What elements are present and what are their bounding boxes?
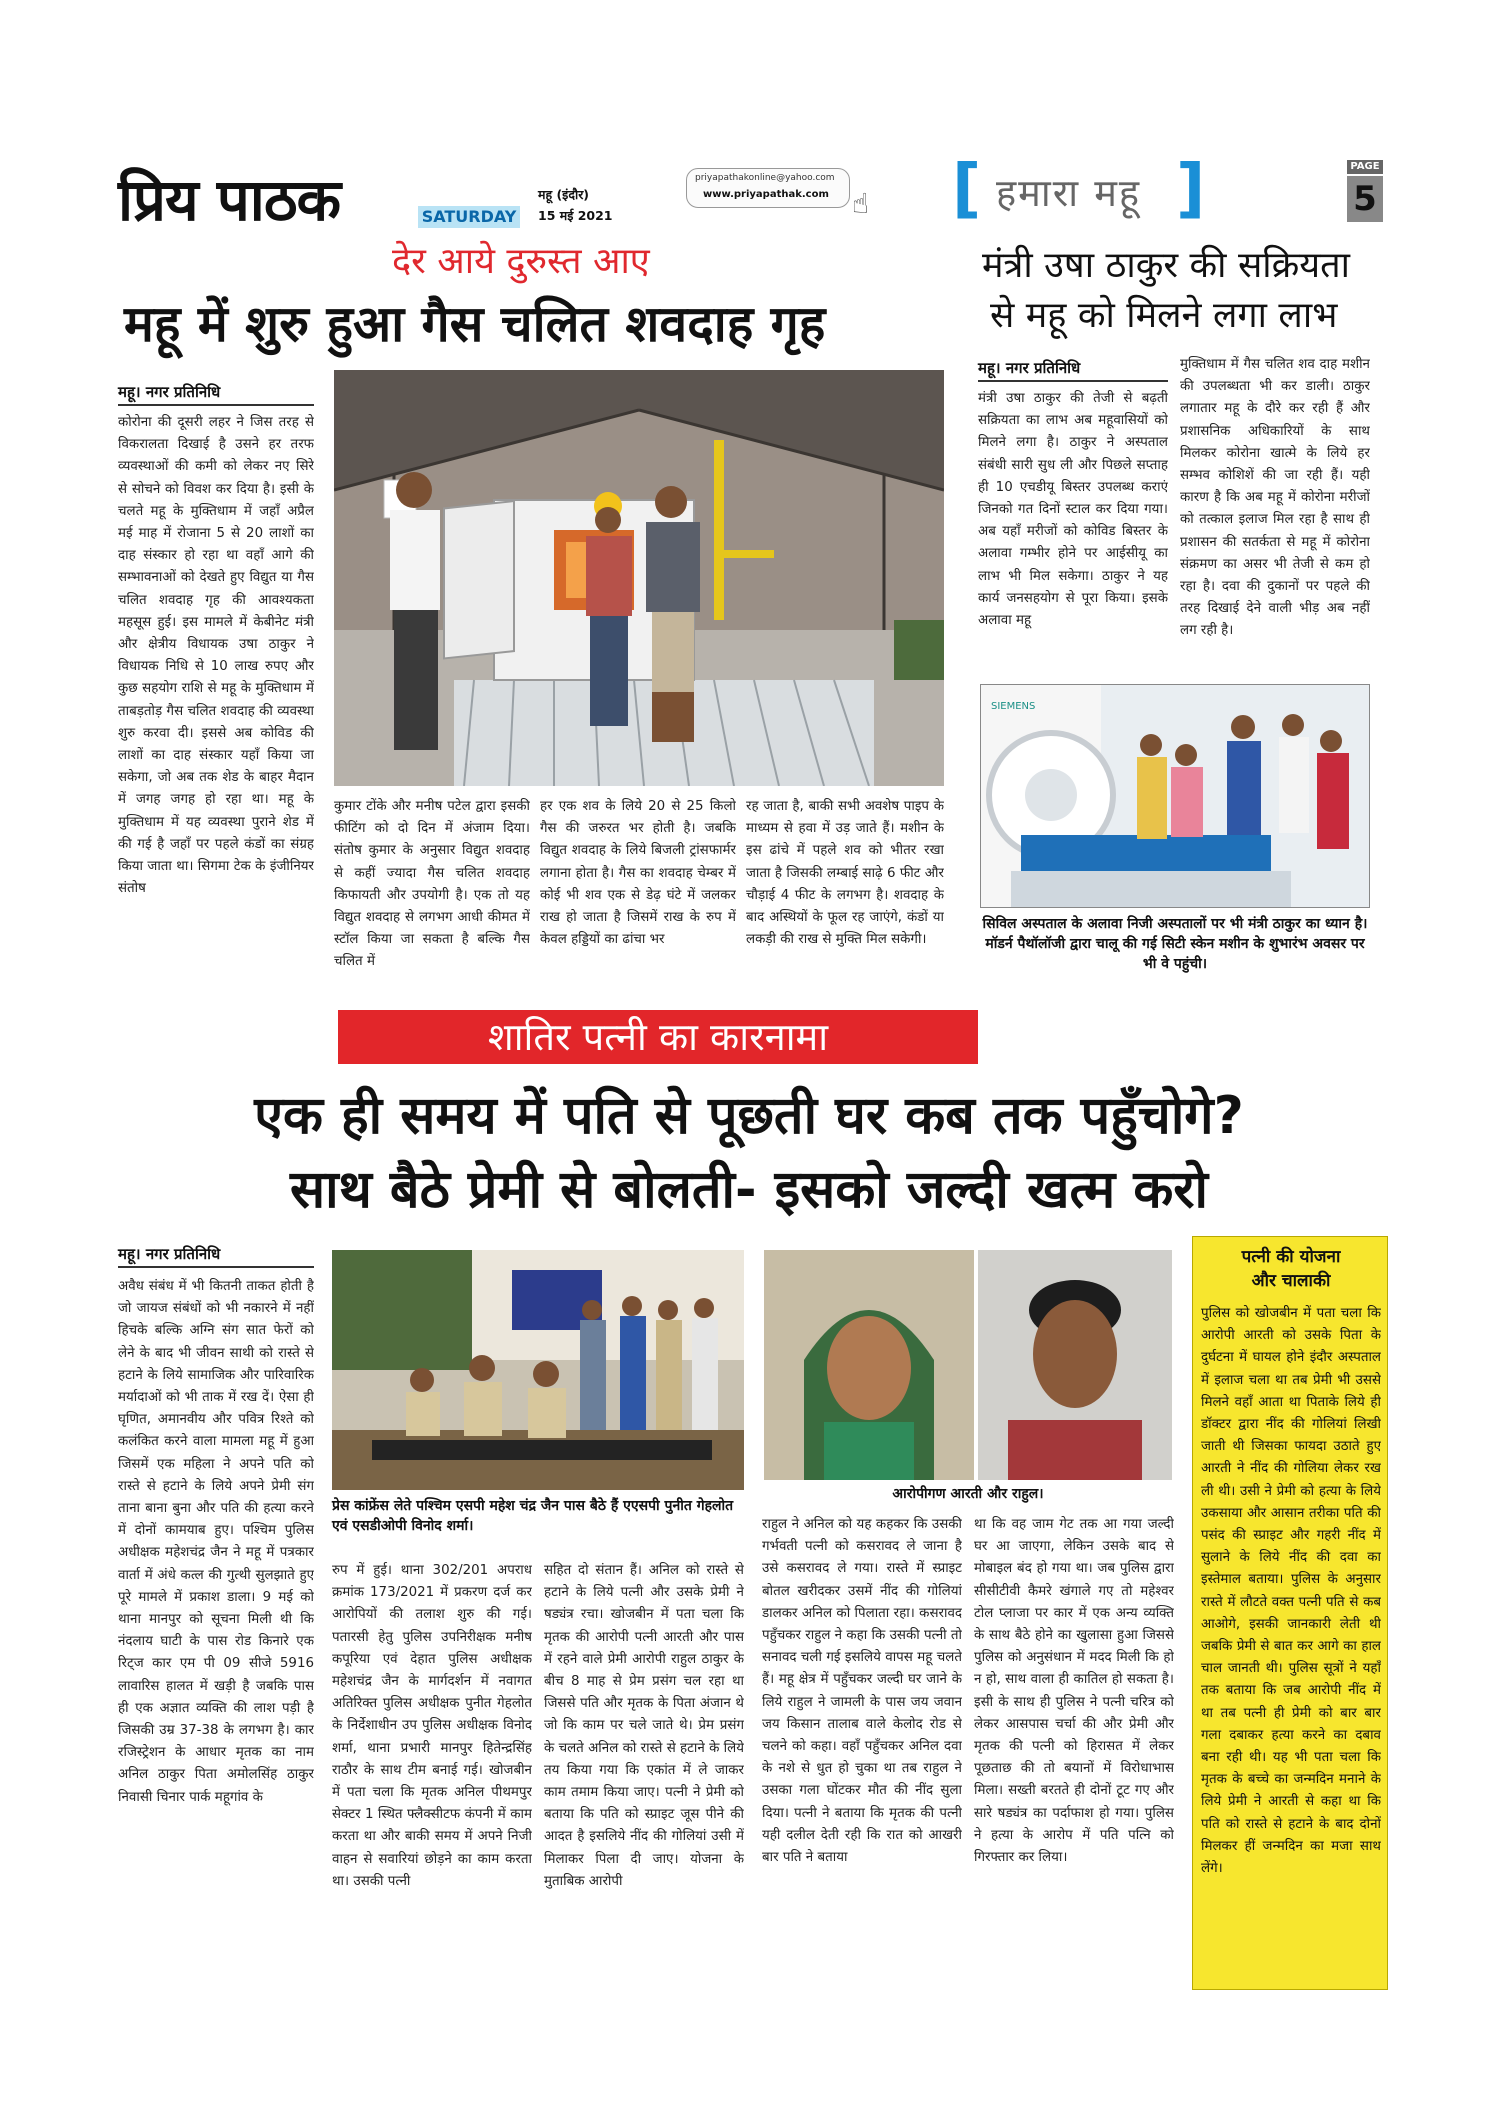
story1-column-1: कोरोना की दूसरी लहर ने जिस तरह से विकरालता दिखाई है उसने हर तरफ व्यवस्थाओं की कमी को लेकर नए सिरे से सोचने को विवश कर दिया है। इसी के चलते महू के मुक्तिधाम में जहाँ अप्रैल मई माह में रोजाना 5 से 20 लाशों का दाह संस्कार हो रहा था वहाँ आगे की सम्भावनाओं को देखते हुए विद्युत या गैस चलित शवदाह गृह की आवश्यकता महसूस हुई। इस मामले में केबीनेट मंत्री और क्षेत्रीय विधायक उषा ठाकुर ने विधायक निधि से 10 लाख रुपए और कुछ सहयोग राशि से महू के मुक्तिधाम में ताबड़तोड़ गैस चलित शवदाह की व्यवस्था शुरु करवा दी। इससे अब कोविड की लाशों का दाह संस्कार यहाँ किया जा सकेगा, जो अब तक शेड के बाहर मैदान में जगह जगह हो रहा था। महू के मुक्तिधाम में यह व्यवस्था पुराने शेड में की गई है जहाँ पर पहले कंडों का संग्रह किया जाता था। सिगमा टेक के इंजीनियर संतोष <box>118 415 314 897</box>
story3-column-2: रुप में हुई। थाना 302/201 अपराध क्रमांक 173/2021 में प्रकरण दर्ज कर आरोपियों की तलाश शुरु की गई। पतारसी हेतु पुलिस उपनिरीक्षक मनीष कपूरिया एवं देहात पुलिस अधीक्षक महेशचंद्र जैन के मार्गदर्शन में नवागत अतिरिक्त पुलिस अधीक्षक पुनीत गेहलोत के निर्देशाधीन उप पुलिस अधीक्षक विनोद शर्मा, थाना प्रभारी मानपुर हितेन्द्रसिंह राठौर के साथ टीम बनाई गई। खोजबीन में पता चला कि मृतक अनिल पीथमपुर सेक्टर 1 स्थित फ्लैक्सीटफ कंपनी में काम करता था और बाकी समय में अपने निजी वाहन से सवारियां छोड़ने का काम करता था। उसकी पत्नी <box>332 1563 532 1889</box>
section-name: हमारा महू <box>996 171 1142 215</box>
man-right <box>646 486 700 742</box>
wife-plan-title-line1: पत्नी की योजना <box>1241 1247 1341 1267</box>
page-label: PAGE <box>1347 160 1383 174</box>
story3-column-4: राहुल ने अनिल को यह कहकर कि उसकी गर्भवती पत्नी को कसरावद ले जाना है उसे कसरावद ले गया। रास्ते में स्प्राइट बोतल खरीदकर उसमें नींद की गोलियां डालकर अनिल को पिलाता रहा। कसरावद पहुँचकर राहुल ने कहा कि उसकी पत्नी तो सनावद चली गई इसलिये वापस महू चलते हैं। महू क्षेत्र में पहुँचकर जल्दी घर जाने के लिये राहुल ने जामली के पास जय जवान जय किसान तालाब वाले केलोद रोड से चलने को कहा। वहाँ पहुँचकर अनिल दवा के नशे से धुत हो चुका था तब राहुल ने उसका गला घोंटकर मौत की नींद सुला दिया। पत्नी ने बताया कि मृतक की पत्नी यही दलील देती रही कि रात को आखरी बार पति ने बताया <box>762 1517 962 1866</box>
accused-caption: आरोपीगण आरती और राहुल। <box>892 1486 1044 1502</box>
story1-kicker: देर आये दुरुस्त आए <box>392 241 650 282</box>
story2-byline: महू। नगर प्रतिनिधि <box>978 358 1168 382</box>
story-crime-banner: शातिर पत्नी का कारनामा <box>338 1010 978 1064</box>
story1-column-2: कुमार टोंके और मनीष पटेल द्वारा इसकी फीटिंग को दो दिन में अंजाम दिया। संतोष कुमार के अनुसार विद्युत शवदाह से कहीं ज्यादा गैस चलित शवदाह किफायती और उपयोगी है। एक तो यह विद्युत शवदाह से लगभग आधी कीमत में स्टॉल किया जा सकता है बल्कि गैस चलित में <box>334 799 530 970</box>
story1-headline: महू में शुरु हुआ गैस चलित शवदाह गृह <box>124 295 826 353</box>
story3-column-5: था कि वह जाम गेट तक आ गया जल्दी घर आ जाएगा, लेकिन उसके बाद से मोबाइल बंद हो गया था। जब पुलिस द्वारा सीसीटीवी कैमरे खंगाले गए तो महेश्वर टोल प्लाजा पर कार में एक अन्य व्यक्ति के साथ बैठे होने का खुलासा हुआ जिससे पुलिस को अनुसंधान में मदद मिली कि हो न हो, साथ वाला ही कातिल हो सकता है। इसी के साथ ही पुलिस ने पत्नी चरित्र को लेकर आसपास चर्चा की और प्रेमी और मृतक की पत्नी को हिरासत में लेकर पूछताछ की तो बयानों में विरोधाभास मिला। सख्ती बरतते ही दोनों टूट गए और सारे षड्यंत्र का पर्दाफाश हो गया। पुलिस ने हत्या के आरोप में पति पत्नि को गिरफ्तार कर लिया। <box>974 1517 1174 1866</box>
story3-column-1: अवैध संबंध में भी कितनी ताकत होती है जो जायज संबंधों को भी नकारने में नहीं हिचके बल्कि अग्नि संग सात फेरों को लेने के बाद भी जीवन साथी को रास्ते से हटाने के लिये सामाजिक और पारिवारिक मर्यादाओं को भी ताक में रख दें। ऐसा ही घृणित, अमानवीय और पवित्र रिश्ते को कलंकित करने वाला मामला महू में हुआ जिसमें एक महिला ने अपने पति को रास्ते से हटाने के लिये अपने प्रेमी संग ताना बाना बुना और पति की हत्या करने में दोनों कामयाब हुए। पश्चिम पुलिस अधीक्षक महेशचंद्र जैन ने महू में पत्रकार वार्ता में अंधे कत्ल की गुत्थी सुलझाते हुए पूरे मामले में प्रकाश डाला। 9 मई को थाना मानपुर को सूचना मिली थी कि नंदलाय घाटी के पास रोड किनारे एक रिट्ज कार एम पी 09 सीजे 5916 लावारिस हालत में खड़ी है जबकि पास ही एक अज्ञात व्यक्ति की लाश पड़ी है जिसकी उम्र 37-38 के लगभग है। कार रजिस्ट्रेशन के आधार मृतक का नाम अनिल ठाकुर पिता अमोलसिंह ठाकुर निवासी चिनार पार्क महूगांव के <box>118 1279 314 1805</box>
story3-byline: महू। नगर प्रतिनिधि <box>118 1244 314 1268</box>
issue-day: SATURDAY <box>418 206 520 228</box>
wife-plan-title-line2: और चालाकी <box>1251 1271 1331 1291</box>
story1-byline: महू। नगर प्रतिनिधि <box>118 382 314 406</box>
story2-headline-line2: से महू को मिलने लगा लाभ <box>990 295 1338 336</box>
newspaper-logo: प्रिय पाठक <box>118 166 341 234</box>
crematorium-photo <box>334 370 944 786</box>
press-conference-caption: प्रेस कांफ्रेंस लेते पश्चिम एसपी महेश चंद्र जैन पास बैठे हैं एएसपी पुनीत गेहलोत एवं एसडीओपी विनोद शर्मा। <box>332 1498 734 1534</box>
hospital-ct-scan-photo <box>980 684 1370 908</box>
issue-date: 15 मई 2021 <box>538 208 613 223</box>
story2-photo-caption: सिविल अस्पताल के अलावा निजी अस्पतालों पर भी मंत्री ठाकुर का ध्यान है। मॉडर्न पैथॉलॉजी द्वारा चालू की गई सिटी स्केन मशीन के शुभारंभ अवसर पर भी वे पहुंची। <box>982 916 1368 972</box>
story1-column-3: हर एक शव के लिये 20 से 25 किलो गैस की जरुरत भर होती है। जबकि विद्युत शवदाह के लिये बिजली ट्रांसफार्मर लगाना होता है। गैस का शवदाह चेम्बर में कोई भी शव एक से डेढ़ घंटे में जलकर राख हो जाता है जिसमें राख के रुप में केवल हड्डियों का ढांचा भर <box>540 799 736 948</box>
story2-headline-line1: मंत्री उषा ठाकुर की सक्रियता <box>982 245 1350 286</box>
press-conference-photo <box>332 1250 744 1490</box>
man-left <box>390 472 440 750</box>
wife-plan-text: पुलिस को खोजबीन में पता चला कि आरोपी आरती को उसके पिता के दुर्घटना में घायल होने इंदौर अस्पताल में इलाज चला था तब प्रेमी भी उससे मिलने वहाँ आता था पिताके लिये ही डॉक्टर द्वारा नींद की गोलियां लिखी जाती थी जिसका फायदा उठाते हुए आरती ने नींद की गोलिया लेकर रख ली थी। उसी ने प्रेमी को हत्या के लिये उकसाया और आसान तरीका पति की पसंद की स्प्राइट और गहरी नींद में सुलाने के लिये नींद की दवा का इस्तेमाल बताया। पुलिस के अनुसार रास्ते में लौटते वक्त पत्नी पति से कब आओगे, इसकी जानकारी लेती थी जबकि प्रेमी से बात कर आगे का हाल चाल जानती थी। पुलिस सूत्रों ने यहाँ तक बताया कि जब आरोपी नींद में था तब पत्नी ही प्रेमी को बार बार गला दबाकर हत्या करने का दबाव बना रही थी। यह भी पता चला कि मृतक के बच्चे का जन्मदिन मनाने के लिये प्रेमी ने आरती से कहा था कि पति को रास्ते से हटाने के बाद दोनों मिलकर हीं जन्मदिन का मजा साथ लेंगे। <box>1201 1306 1381 1877</box>
story-gas-crematorium <box>0 0 960 1000</box>
wife-plan-box <box>1192 1236 1388 1990</box>
contact-email: priyapathakonline@yahoo.com <box>695 173 835 183</box>
story-minister <box>960 230 1380 1010</box>
story1-column-4: रह जाता है, बाकी सभी अवशेष पाइप के माध्यम से हवा में उड़ जाते हैं। मशीन के इस ढांचे में पहले शव को भीतर रखा जाता है जिसकी लम्बाई साढ़े 6 फीट और चौड़ाई 4 फीट के लगभग है। शवदाह के बाद अस्थियों के फूल रह जाएंगे, कंडों या लकड़ी की राख से मुक्ति मिल सकेगी। <box>746 799 944 948</box>
press-conference-illustration <box>332 1250 744 1490</box>
page-number: 5 <box>1347 176 1383 222</box>
issue-city: महू (इंदौर) <box>538 187 590 202</box>
story3-headline-line2: साथ बैठे प्रेमी से बोलती- इसको जल्दी खत्म करो <box>289 1160 1209 1220</box>
accused-aarti-photo <box>764 1250 974 1480</box>
crematorium-scene-illustration <box>334 370 944 786</box>
section-bracket-left: [ <box>952 152 982 226</box>
story2-column-1: मंत्री उषा ठाकुर की तेजी से बढ़ती सक्रियता का लाभ अब महूवासियों को मिलने लगा है। ठाकुर ने अस्पताल संबंधी सारी सुध ली और पिछले सप्ताह ही 10 एचडीयू बिस्तर उपलब्ध कराएं जिनको गत दिनों स्टाल कर दिया गया। अब यहाँ मरीजों को कोविड बिस्तर के अलावा गम्भीर होने पर आईसीयू का लाभ भी मिल सकेगा। ठाकुर ने यह कार्य जनसहयोग से पूरा किया। इसके अलावा महू <box>978 391 1168 629</box>
story3-column-3: सहित दो संतान हैं। अनिल को रास्ते से हटाने के लिये पत्नी और उसके प्रेमी ने षड्यंत्र रचा। खोजबीन में पता चला कि मृतक की आरोपी पत्नी आरती और पास में रहने वाले प्रेमी आरोपी राहुल ठाकुर के बीच 8 माह से प्रेम प्रसंग चल रहा था जिससे पति और मृतक के पिता अंजान थे जो कि काम पर चले जाते थे। प्रेम प्रसंग के चलते अनिल को रास्ते से हटाने के लिये तय किया गया कि एकांत में ले जाकर काम तमाम किया जाए। पत्नी ने प्रेमी को बताया कि पति को स्प्राइट जूस पीने की आदत है इसलिये नींद की गोलियां उसी में मिलाकर पिला दी जाए। योजना के मुताबिक आरोपी <box>544 1563 744 1889</box>
hospital-scene-illustration <box>981 685 1370 908</box>
section-bracket-right: ] <box>1176 152 1206 226</box>
story2-column-2: मुक्तिधाम में गैस चलित शव दाह मशीन की उपलब्धता भी कर डाली। ठाकुर लगातार महू के दौरे कर रही हैं और प्रशासनिक अधिकारियों के साथ मिलकर कोरोना खात्मे के लिये हर सम्भव कोशिशें की जा रही हैं। यही कारण है कि अब महू में कोरोना मरीजों को तत्काल इलाज मिल रहा है साथ ही प्रशासन की सतर्कता से महू में कोरोना संक्रमण का असर भी तेजी से कम हो रहा है। दवा की दुकानों पर पहले की तरह दिखाई देने वाली भीड़ अब नहीं लग रही है। <box>1180 357 1370 639</box>
pointer-hand-icon: ☝ <box>852 187 870 220</box>
accused-man-illustration <box>978 1250 1172 1480</box>
contact-website: www.priyapathak.com <box>703 189 829 200</box>
accused-rahul-photo <box>978 1250 1172 1480</box>
siemens-sign: SIEMENS <box>991 701 1036 712</box>
accused-woman-illustration <box>764 1250 974 1480</box>
story3-headline-line1: एक ही समय में पति से पूछती घर कब तक पहुँचोगे? <box>254 1086 1244 1146</box>
